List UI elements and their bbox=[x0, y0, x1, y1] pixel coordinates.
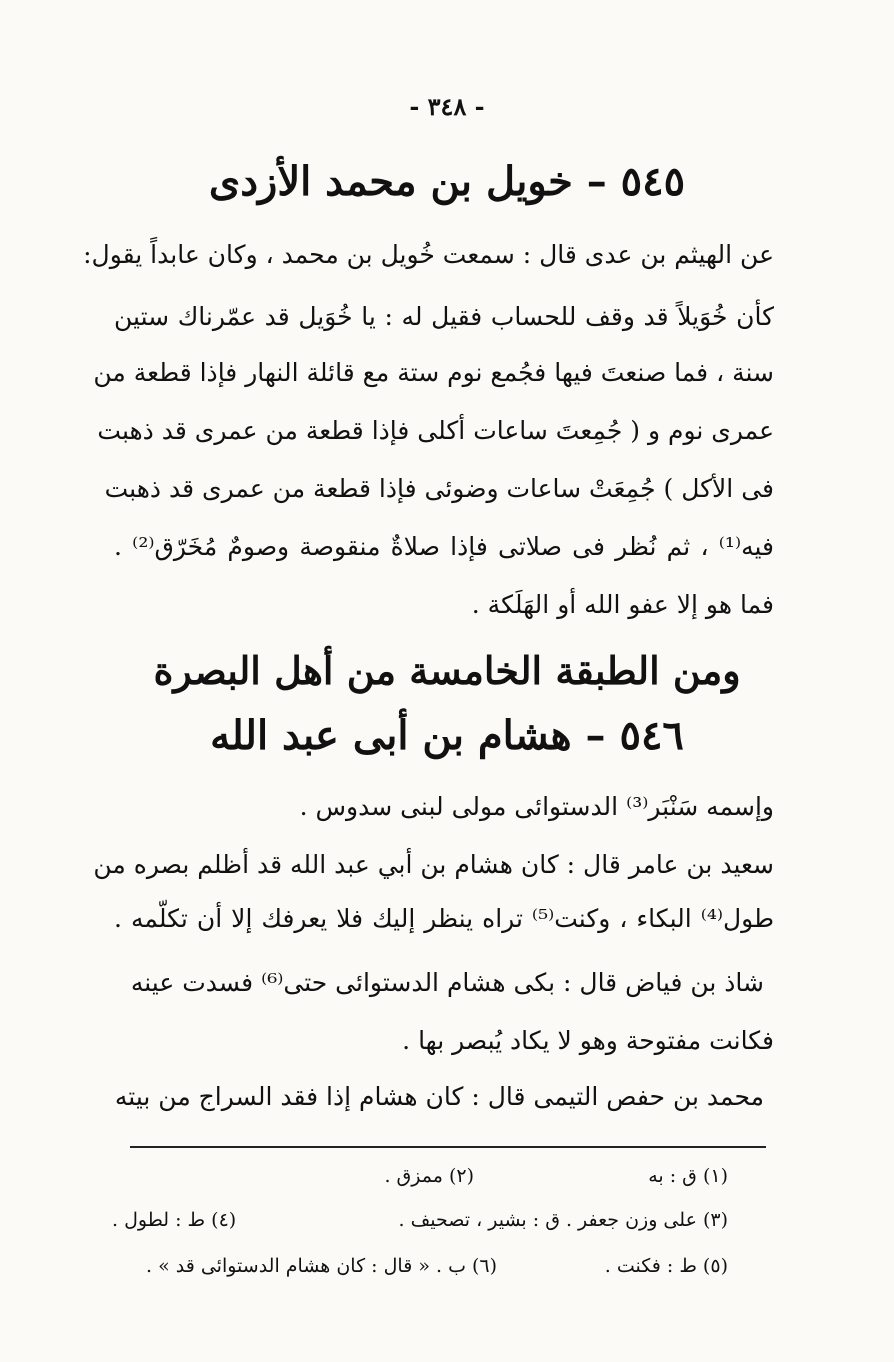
paragraph-line: فيه⁽¹⁾ ، ثم نُظر فى صلاتى فإذا صلاةٌ منقوصة وصومٌ مُخَرّق⁽²⁾ . bbox=[114, 532, 774, 561]
entry-546-heading: ٥٤٦ – هشام بن أبى عبد الله bbox=[210, 712, 684, 759]
paragraph-line: طول⁽⁴⁾ البكاء ، وكنت⁽⁵⁾ تراه ينظر إليك فلا يعرفك إلا أن تكلّمه . bbox=[114, 904, 774, 933]
paragraph-line: وإسمه سَنْبَر⁽³⁾ الدستوائى مولى لبنى سدوس . bbox=[299, 792, 774, 821]
paragraph-line: فما هو إلا عفو الله أو الهَلَكة . bbox=[471, 590, 774, 619]
footnote-6: (٦) ب . « قال : كان هشام الدستوائى قد » . bbox=[146, 1255, 498, 1277]
paragraph-line: عن الهيثم بن عدى قال : سمعت خُويل بن محمد ، وكان عابداً يقول: bbox=[83, 240, 774, 269]
paragraph-line: سعيد بن عامر قال : كان هشام بن أبي عبد الله قد أظلم بصره من bbox=[93, 850, 774, 879]
footnote-1: (١) ق : به bbox=[648, 1165, 728, 1187]
paragraph-line: شاذ بن فياض قال : بكى هشام الدستوائى حتى⁽⁶⁾ فسدت عينه bbox=[130, 968, 764, 997]
footnote-3: (٣) على وزن جعفر . ق : بشير ، تصحيف . bbox=[398, 1209, 728, 1231]
paragraph-line: عمرى نوم و ( جُمِعتَ ساعات أكلى فإذا قطعة من عمرى قد ذهبت bbox=[97, 416, 774, 445]
footnote-4: (٤) ط : لطول . bbox=[112, 1209, 237, 1231]
paragraph-line: كأن خُوَيلاً قد وقف للحساب فقيل له : يا خُوَيل قد عمّرناك ستين bbox=[114, 302, 774, 331]
page-number: - ٣٤٨ - bbox=[409, 92, 485, 121]
footnote-5: (٥) ط : فكنت . bbox=[604, 1255, 728, 1277]
entry-545-heading: ٥٤٥ – خويل بن محمد الأزدى bbox=[208, 158, 686, 205]
paragraph-line: سنة ، فما صنعتَ فيها فجُمع نوم ستة مع قائلة النهار فإذا قطعة من bbox=[93, 358, 774, 387]
section-heading: ومن الطبقة الخامسة من أهل البصرة bbox=[153, 648, 741, 693]
paragraph-line: محمد بن حفص التيمى قال : كان هشام إذا فقد السراج من بيته bbox=[114, 1082, 764, 1111]
footnote-2: (٢) ممزق . bbox=[384, 1165, 474, 1187]
footnote-divider bbox=[130, 1146, 766, 1148]
paragraph-line: فكانت مفتوحة وهو لا يكاد يُبصر بها . bbox=[402, 1026, 774, 1055]
paragraph-line: فى الأكل ) جُمِعَتْ ساعات وضوئى فإذا قطعة من عمرى قد ذهبت bbox=[104, 474, 774, 503]
